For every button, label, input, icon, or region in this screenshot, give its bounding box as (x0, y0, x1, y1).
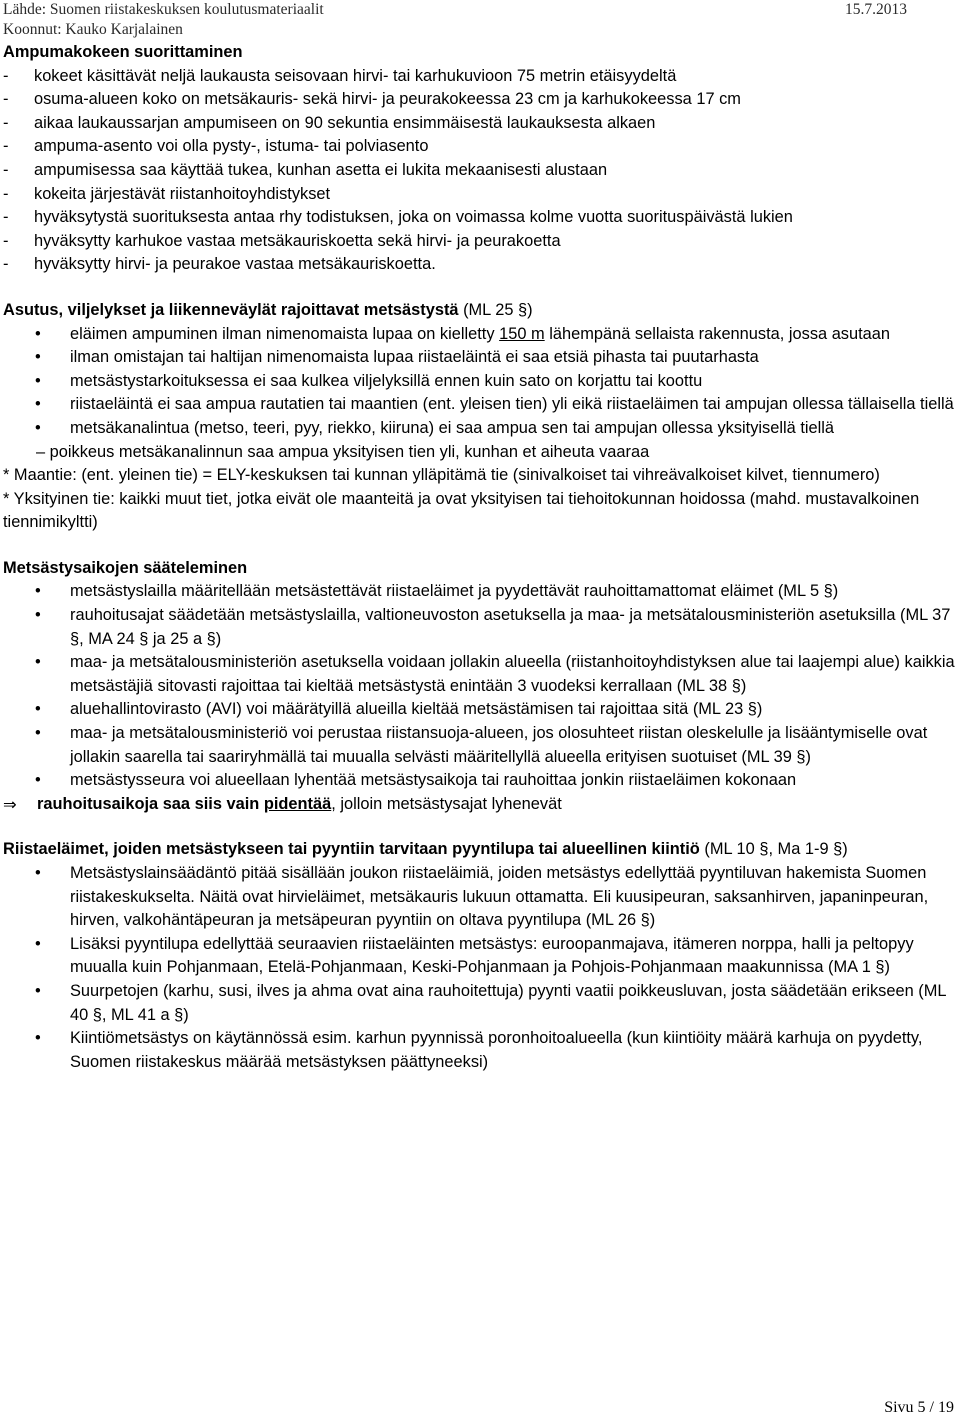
list-item-text: Metsästyslainsäädäntö pitää sisällään joukon riistaeläimiä, joiden metsästys edellyttää pyyntiluvan hakemista Suomen riistakeskukselta. Näitä ovat hirvieläimet, metsäkauris lukuun ottamatta. Eli kuusipeuran, saksanhirven, japaninpeuran, hirven, valkohäntäpeuran ja metsäpeuran pyyntiin on oltava pyyntilupa (ML 26 §) (70, 864, 929, 930)
section-title-seasons: Metsästysaikojen sääteleminen (3, 558, 248, 577)
list-item-text: metsästysseura voi alueellaan lyhentää metsästysaikoja tai rauhoittaa jonkin riistaeläimen kokonaan (70, 771, 797, 790)
bullet-icon: • (35, 324, 41, 343)
list-item (3, 393, 958, 417)
list-item (3, 722, 958, 769)
bullet-icon: • (35, 348, 41, 367)
section-title-ampumakoe: Ampumakokeen suorittaminen (3, 43, 243, 61)
list-item (3, 370, 958, 394)
list-item: • eläimen ampuminen ilman nimenomaista lupaa on kielletty 150 m lähempänä sellaista rakennusta, jossa asutaan (3, 323, 958, 347)
document-body (3, 41, 958, 1074)
list-item (3, 651, 958, 698)
list-item (3, 933, 958, 980)
list-item (3, 769, 958, 793)
header-date: 15.7.2013 (845, 1, 907, 18)
list-item (3, 604, 958, 651)
bullet-icon: • (35, 395, 41, 414)
list-item-text: metsästyslailla määritellään metsästettävät riistaeläimet ja pyydettävät rauhoittamattomat eläimet (ML 5 §) (70, 582, 839, 601)
section-title-restrictions: Asutus, viljelykset ja liikenneväylät rajoittavat metsästystä (3, 300, 459, 319)
bullet-icon: • (35, 418, 41, 437)
exception-line: – poikkeus metsäkanalinnun saa ampua yksityisen tien yli, kunhan et aiheuta vaaraa (36, 442, 650, 461)
list-item (3, 65, 958, 89)
section-ref: (ML 10 §, Ma 1-9 §) (699, 840, 848, 859)
section-heading-restrictions (3, 299, 958, 323)
list-item-text: rauhoitusajat säädetään metsästyslailla, valtioneuvoston asetuksella ja maa- ja metsätalousministeriön asetuksilla (ML 37 §, MA 24 § ja 25 a §) (70, 606, 951, 648)
list-item (3, 88, 958, 112)
distance-value: 150 m (499, 324, 545, 343)
list-item-text: hyväksytty karhukoe vastaa metsäkauriskoetta sekä hirvi- ja peurakoetta (34, 231, 561, 250)
bullet-icon: • (35, 864, 41, 882)
list-item (3, 862, 958, 933)
list-item-text: riistaeläintä ei saa ampua rautatien tai maantien (ent. yleisen tien) yli eikä riistaeläimen tai ampujan ollessa tällaisella tiellä (70, 395, 954, 414)
dash-icon: - (3, 184, 9, 203)
bullet-icon: • (35, 371, 41, 390)
page-header (3, 0, 907, 40)
list-item-text: Suurpetojen (karhu, susi, ilves ja ahma ovat aina rauhoitettuja) pyynti vaatii poikkeusluvan, josta säädetään erikseen (ML 40 §, ML 41 a §) (70, 981, 946, 1024)
bullet-icon: • (35, 606, 41, 625)
bullet-icon: • (35, 700, 41, 719)
source-line: Lähde: Suomen riistakeskuksen koulutusmateriaalit (3, 1, 324, 18)
list-item (3, 417, 958, 441)
shooting-test-list (3, 65, 958, 277)
list-item-text: maa- ja metsätalousministeriö voi perustaa riistansuoja-alueen, jos olosuhteet riistan oleskelulle ja lisääntymiselle ovat jollakin saarella tai saariryhmällä tai muualla selvästi määritellyllä alueella erityisen suotuiset (ML 39 §) (70, 724, 928, 766)
arrow-right-icon: ⇒ (3, 794, 17, 814)
list-item (3, 980, 958, 1027)
section-ref: (ML 25 §) (458, 300, 533, 319)
list-item-text: hyväksytty hirvi- ja peurakoe vastaa metsäkauriskoetta. (34, 255, 436, 274)
compiler-line: Koonnut: Kauko Karjalainen (3, 21, 183, 38)
list-item (3, 580, 958, 604)
list-item-text: Kiintiömetsästys on käytännössä esim. karhun pyynnissä poronhoitoalueella (kun kiintiöity määrä karhuja on pyydetty, Suomen riistakeskus määrää metsästyksen päättyneeksi) (70, 1029, 923, 1071)
bullet-icon: • (35, 771, 41, 790)
list-item (3, 230, 958, 254)
restrictions-list (3, 346, 958, 440)
list-item-text: Lisäksi pyyntilupa edellyttää seuraavien riistaeläinten metsästys: euroopanmajava, itämeren norppa, halli ja peltopyy muualla kuin Pohjanmaan, Etelä-Pohjanmaan, Keski-Pohjanmaan ja Pohjois-Pohjanmaan maakunnissa (MA 1 §) (70, 934, 914, 977)
list-item (3, 112, 958, 136)
list-item-text: ilman omistajan tai haltijan nimenomaista lupaa riistaeläintä ei saa etsiä pihasta tai puutarhasta (70, 348, 759, 367)
road-note-yksityinen: * Yksityinen tie: kaikki muut tiet, jotka eivät ole maanteitä ja ovat yksityisen tai tiehoitokunnan hoidossa (mahd. mustavalkoinen tiennimikyltti) (3, 489, 920, 532)
road-note-maantie: * Maantie: (ent. yleinen tie) = ELY-keskuksen tai kunnan ylläpitämä tie (sinivalkoiset tai vihreävalkoiset kilvet, tiennumero) (3, 466, 880, 485)
list-item (3, 346, 958, 370)
list-item-text: ampumisessa saa käyttää tukea, kunhan asetta ei lukita mekaanisesti alustaan (34, 160, 608, 179)
seasons-list (3, 580, 958, 792)
list-item (3, 135, 958, 159)
list-item-text: metsästystarkoituksessa ei saa kulkea viljelyksillä ennen kuin sato on korjattu tai koottu (70, 371, 703, 390)
bullet-icon: • (35, 981, 41, 1000)
list-item (3, 1027, 958, 1074)
list-item-text: aluehallintovirasto (AVI) voi määrätyillä alueilla kieltää metsästämisen tai rajoittaa sitä (ML 23 §) (70, 700, 763, 719)
permits-list (3, 862, 958, 1074)
list-item-text: kokeita järjestävät riistanhoitoyhdistykset (34, 184, 331, 203)
list-item-text: maa- ja metsätalousministeriön asetuksella voidaan jollakin alueella (riistanhoitoyhdistyksen alue tai laajempi alue) kaikkia metsästäjiä sitovasti rajoittaa tai kieltää metsästystä enintään 3 vuodeksi kerrallaan (ML 38 §) (70, 653, 955, 695)
list-item-text: kokeet käsittävät neljä laukausta seisovaan hirvi- tai karhukuvioon 75 metrin etäisyydeltä (34, 66, 677, 85)
bullet-icon: • (35, 653, 41, 672)
page-number: Sivu 5 / 19 (884, 1399, 954, 1416)
section-title-permits: Riistaeläimet, joiden metsästykseen tai pyyntiin tarvitaan pyyntilupa tai alueellinen kiintiö (3, 840, 700, 859)
bullet-icon: • (35, 1029, 41, 1048)
conclusion-line: ⇒ rauhoitusaikoja saa siis vain pidentää, jolloin metsästysajat lyhenevät (3, 793, 958, 817)
section-heading-permits (3, 838, 958, 862)
bullet-icon: • (35, 724, 41, 743)
list-item (3, 206, 958, 230)
dash-icon: - (3, 113, 9, 132)
list-item (3, 159, 958, 183)
bullet-icon: • (35, 934, 41, 953)
dash-icon: - (3, 90, 9, 109)
list-item-text: ampuma-asento voi olla pysty-, istuma- tai polviasento (34, 137, 429, 156)
list-item-text: aikaa laukaussarjan ampumiseen on 90 sekuntia ensimmäisestä laukauksesta alkaen (34, 113, 656, 132)
list-item (3, 698, 958, 722)
dash-icon: - (3, 137, 9, 156)
dash-icon: - (3, 255, 9, 274)
dash-icon: - (3, 231, 9, 250)
dash-icon: - (3, 208, 9, 227)
dash-icon: - (3, 160, 9, 179)
list-item-text: hyväksytystä suorituksesta antaa rhy todistuksen, joka on voimassa kolme vuotta suorituspäivästä lukien (34, 208, 793, 227)
bullet-icon: • (35, 582, 41, 601)
list-item-text: osuma-alueen koko on metsäkauris- sekä hirvi- ja peurakokeessa 23 cm ja karhukokeessa 17 cm (34, 90, 741, 109)
list-item-text: metsäkanalintua (metso, teeri, pyy, riekko, kiiruna) ei saa ampua sen tai ampujan ollessa yksityisellä tiellä (70, 418, 835, 437)
list-item (3, 183, 958, 207)
list-item (3, 253, 958, 277)
dash-icon: - (3, 66, 9, 85)
emphasis-word: pidentää (263, 794, 332, 813)
